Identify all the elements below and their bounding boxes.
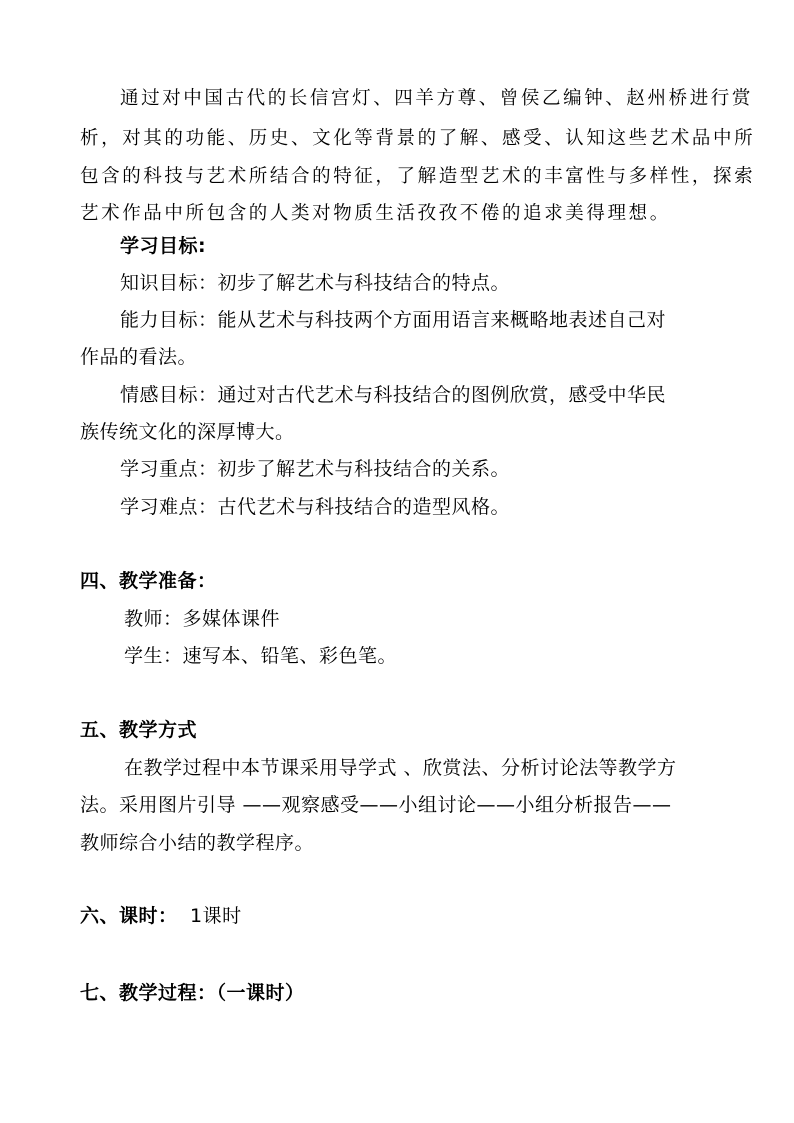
teaching-method-line-3: 教师综合小结的教学程序。	[80, 832, 315, 854]
section5-heading: 五、教学方式	[80, 719, 198, 741]
knowledge-objective: 知识目标：初步了解艺术与科技结合的特点。	[120, 272, 511, 294]
ability-objective-line-2: 作品的看法。	[80, 346, 198, 368]
student-preparation: 学生：速写本、铅笔、彩色笔。	[124, 645, 398, 667]
intro-line-4: 艺术作品中所包含的人类对物质生活孜孜不倦的追求美得理想。	[80, 203, 671, 224]
teaching-method-line-1: 在教学过程中本节课采用导学式 、欣赏法、分析讨论法等教学方	[124, 757, 677, 779]
intro-line-3: 包含的科技与艺术所结合的特征，了解造型艺术的丰富性与多样性，探索	[80, 166, 756, 187]
difficulty-point: 学习难点：古代艺术与科技结合的造型风格。	[120, 496, 511, 518]
section7-heading: 七、教学过程：（一课时）	[80, 982, 305, 1004]
teacher-preparation: 教师：多媒体课件	[124, 608, 281, 630]
section6-heading: 六、课时：	[80, 905, 178, 927]
key-point: 学习重点：初步了解艺术与科技结合的关系。	[120, 458, 511, 480]
intro-line-1: 通过对中国古代的长信宫灯、四羊方尊、曾侯乙编钟、赵州桥进行赏	[120, 88, 754, 109]
emotion-objective-line-2: 族传统文化的深厚博大。	[80, 421, 295, 443]
section4-heading: 四、教学准备：	[80, 570, 217, 592]
objectives-heading: 学习目标:	[120, 235, 207, 257]
class-hours-value: 1课时	[190, 905, 242, 927]
emotion-objective-line-1: 情感目标：通过对古代艺术与科技结合的图例欣赏，感受中华民	[120, 384, 667, 406]
ability-objective-line-1: 能力目标：能从艺术与科技两个方面用语言来概略地表述自己对	[120, 309, 667, 331]
intro-line-2: 析，对其的功能、历史、文化等背景的了解、感受、认知这些艺术品中所	[80, 128, 756, 149]
teaching-method-line-2: 法。采用图片引导 ——观察感受——小组讨论——小组分析报告——	[80, 794, 672, 816]
